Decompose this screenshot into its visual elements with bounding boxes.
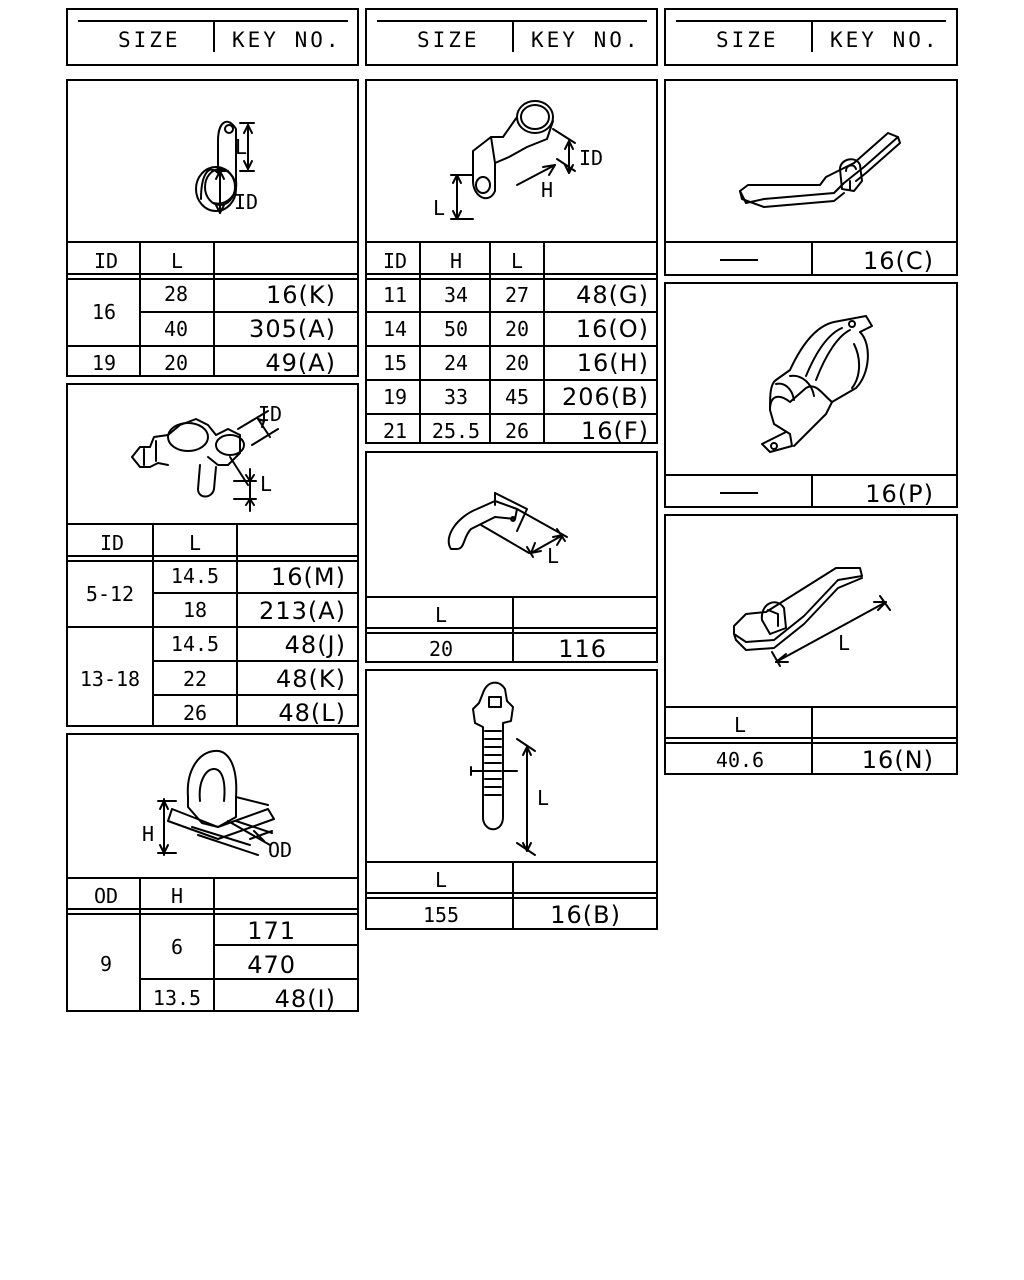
table-col-divider — [152, 523, 154, 727]
cell-key-no: 16(C) — [862, 247, 934, 275]
table-row-rule — [152, 660, 358, 662]
cell-id: 13-18 — [79, 667, 141, 691]
cell-l: 45 — [504, 385, 530, 409]
col-header-l: L — [434, 868, 448, 892]
cell-id: 5-12 — [85, 582, 135, 606]
cell-id: 16 — [91, 300, 117, 324]
table-col-divider — [811, 241, 813, 276]
header-box-col3 — [664, 8, 958, 66]
dim-label-od: OD — [268, 838, 293, 862]
col-header-od: OD — [93, 884, 119, 908]
cell-l: 20 — [504, 317, 530, 341]
part-panel-hose-clip — [66, 733, 359, 1012]
size-not-applicable-dash — [720, 492, 758, 494]
cell-key-no: 16(P) — [865, 480, 934, 508]
cell-l: 20 — [428, 637, 454, 661]
dim-label-h: H — [541, 178, 554, 202]
cell-l: 20 — [163, 351, 189, 375]
part-panel-double-clip — [66, 383, 359, 727]
cell-h: 34 — [443, 283, 469, 307]
table-col-divider — [139, 877, 141, 1012]
cell-l: 14.5 — [170, 632, 220, 656]
cell-key-no: 48(L) — [278, 699, 346, 727]
part-panel-offset-clamp — [365, 79, 658, 444]
table-rule — [367, 241, 657, 243]
cell-key-no: 16(M) — [271, 563, 346, 591]
cell-key-no: 48(K) — [275, 665, 346, 693]
col-header-l: L — [510, 249, 524, 273]
header-divider — [213, 22, 215, 52]
col-header-l: L — [188, 531, 202, 555]
cell-l: 26 — [182, 701, 208, 725]
table-row-rule — [152, 592, 358, 594]
table-col-divider — [236, 523, 238, 727]
table-col-divider — [213, 241, 215, 377]
part-panel-pipe-clamp — [66, 79, 359, 377]
cell-id: 19 — [91, 351, 117, 375]
cell-l: 18 — [182, 598, 208, 622]
col-header-h: H — [449, 249, 463, 273]
cell-id: 15 — [382, 351, 408, 375]
cell-l: 27 — [504, 283, 530, 307]
cell-id: 19 — [382, 385, 408, 409]
cell-l: 40 — [163, 317, 189, 341]
cell-key-no: 48(G) — [576, 281, 649, 309]
table-row-rule — [367, 345, 657, 347]
table-header-rule — [68, 555, 358, 562]
table-row-rule — [367, 379, 657, 381]
part-panel-cable-tie — [365, 669, 658, 930]
table-col-divider — [512, 861, 514, 930]
col-header-l: L — [733, 713, 747, 737]
table-row-rule — [367, 311, 657, 313]
cell-l: 28 — [163, 282, 189, 306]
cell-key-no: 171 — [247, 917, 296, 945]
cell-id: 14 — [382, 317, 408, 341]
table-row-rule — [152, 694, 358, 696]
col-header-l: L — [434, 603, 448, 627]
header-size-label: SIZE — [417, 28, 480, 52]
cell-key-no: 16(H) — [576, 349, 649, 377]
col-header-l: L — [170, 249, 184, 273]
dim-label-l: L — [260, 472, 273, 496]
cell-l: 26 — [504, 419, 530, 443]
header-divider — [811, 22, 813, 52]
dim-label-id: ID — [579, 146, 604, 170]
cell-h: 25.5 — [431, 419, 481, 443]
table-rule — [68, 523, 358, 525]
table-header-rule — [367, 273, 657, 280]
header-key-label: KEY NO. — [830, 28, 940, 52]
header-key-label: KEY NO. — [531, 28, 641, 52]
cell-key-no: 305(A) — [249, 315, 336, 343]
cell-h: 13.5 — [152, 986, 202, 1010]
cell-key-no: 213(A) — [259, 597, 346, 625]
cell-l: 20 — [504, 351, 530, 375]
spring-clip-icon — [367, 453, 657, 598]
cell-key-no: 116 — [558, 635, 607, 663]
cell-h: 24 — [443, 351, 469, 375]
cell-l: 40.6 — [715, 748, 765, 772]
strap-base-clip-icon — [666, 516, 956, 708]
part-panel-strap-base-clip — [664, 514, 958, 775]
dim-label-id: ID — [258, 402, 283, 426]
twin-saddle-bracket-icon — [666, 284, 956, 476]
table-col-divider — [811, 706, 813, 775]
part-panel-spring-clip — [365, 451, 658, 663]
double-clip-icon — [68, 385, 358, 525]
dim-label-l: L — [537, 786, 550, 810]
dim-label-l: L — [838, 631, 851, 655]
header-size-label: SIZE — [716, 28, 779, 52]
cell-h: 6 — [170, 935, 184, 959]
offset-clamp-icon — [367, 81, 657, 243]
pipe-clamp-icon — [68, 81, 358, 243]
cell-key-no: 16(N) — [861, 746, 934, 774]
cell-id: 21 — [382, 419, 408, 443]
size-not-applicable-dash — [720, 259, 758, 261]
cell-id: 11 — [382, 283, 408, 307]
dim-label-h: H — [142, 822, 155, 846]
cable-tie-icon — [367, 671, 657, 863]
cell-od: 9 — [99, 952, 113, 976]
dim-label-l: L — [547, 544, 560, 568]
flat-strap-clip-icon — [666, 81, 956, 243]
part-panel-twin-saddle-bracket — [664, 282, 958, 508]
cell-h: 33 — [443, 385, 469, 409]
part-panel-flat-strap-clip — [664, 79, 958, 276]
dim-label-l: L — [433, 196, 446, 220]
cell-l: 22 — [182, 667, 208, 691]
cell-key-no: 16(O) — [575, 315, 649, 343]
col-header-id: ID — [93, 249, 119, 273]
header-size-label: SIZE — [118, 28, 181, 52]
dim-label-id: ID — [234, 190, 259, 214]
table-col-divider — [139, 241, 141, 377]
header-key-label: KEY NO. — [232, 28, 342, 52]
header-box-col2 — [365, 8, 658, 66]
table-col-divider — [811, 474, 813, 508]
cell-l: 155 — [422, 903, 460, 927]
table-row-rule — [367, 413, 657, 415]
cell-key-no: 16(K) — [265, 281, 336, 309]
cell-key-no: 206(B) — [562, 383, 649, 411]
cell-key-no: 48(I) — [274, 985, 336, 1013]
cell-key-no: 49(A) — [265, 349, 336, 377]
cell-key-no: 48(J) — [284, 631, 346, 659]
col-header-h: H — [170, 884, 184, 908]
cell-h: 50 — [443, 317, 469, 341]
table-row-rule — [68, 345, 358, 347]
hose-clip-icon — [68, 735, 358, 880]
table-col-divider — [512, 596, 514, 663]
table-row-rule — [68, 626, 358, 628]
col-header-id: ID — [382, 249, 408, 273]
header-box-col1 — [66, 8, 359, 66]
cell-key-no: 470 — [247, 951, 296, 979]
cell-key-no: 16(B) — [550, 901, 621, 929]
cell-key-no: 16(F) — [580, 417, 649, 445]
header-divider — [512, 22, 514, 52]
cell-l: 14.5 — [170, 564, 220, 588]
col-header-id: ID — [99, 531, 125, 555]
table-row-rule — [139, 311, 358, 313]
dim-label-l: L — [235, 135, 248, 159]
